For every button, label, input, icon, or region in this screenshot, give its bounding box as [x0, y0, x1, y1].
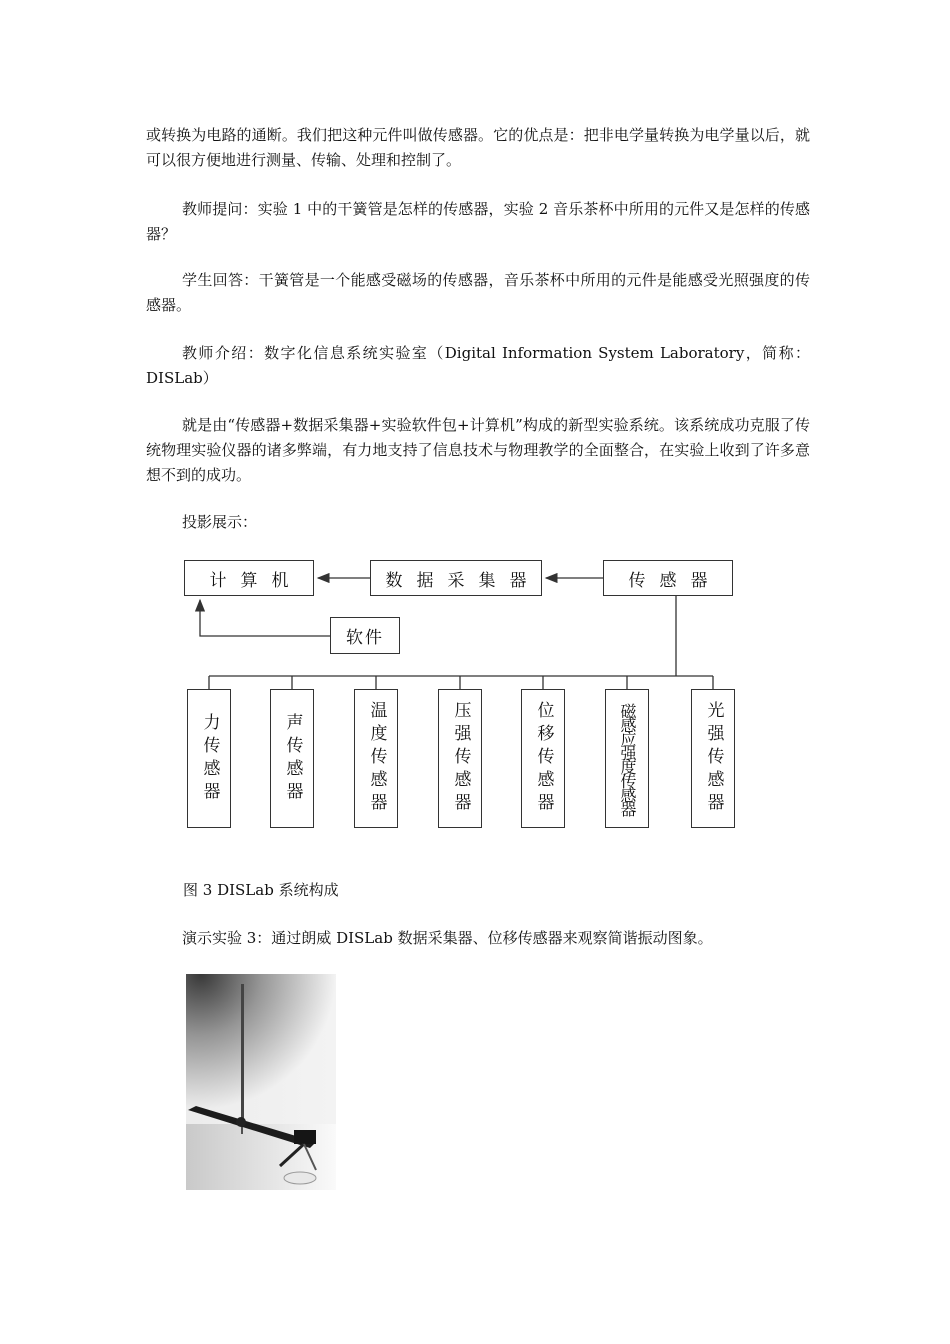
magnetic-sensor-box: 磁感应强度传感器 — [605, 689, 649, 828]
software-box: 软件 — [330, 617, 400, 654]
arrow-software-to-computer — [200, 600, 330, 636]
paragraph-5: 就是由“传感器+数据采集器+实验软件包+计算机”构成的新型实验系统。该系统成功克服了传统物理实验仪器的诸多弊端，有力地支持了信息技术与物理教学的全面整合，在实验上收到了许多意想不到的成功。 — [146, 416, 810, 484]
light-sensor-box: 光强传感器 — [691, 689, 735, 828]
paragraph-2: 教师提问：实验 1 中的干簧管是怎样的传感器，实验 2 音乐茶杯中所用的元件又是怎样的传感器？ — [146, 200, 810, 243]
figure-caption: 图 3 DISLab 系统构成 — [183, 881, 339, 899]
paragraph-1: 或转换为电路的通断。我们把这种元件叫做传感器。它的优点是：把非电学量转换为电学量以后，就可以很方便地进行测量、传输、处理和控制了。 — [146, 126, 810, 169]
temperature-sensor-box: 温度传感器 — [354, 689, 398, 828]
paragraph-4: 教师介绍：数字化信息系统实验室（Digital Information System Laboratory，简称：DISLab） — [146, 344, 810, 387]
paragraph-6: 投影展示： — [182, 513, 258, 531]
collector-box: 数据采集器 — [370, 560, 542, 596]
pressure-sensor-box: 压强传感器 — [438, 689, 482, 828]
sound-sensor-box: 声传感器 — [270, 689, 314, 828]
paragraph-3: 学生回答：干簧管是一个能感受磁场的传感器，音乐茶杯中所用的元件是能感受光照强度的传感器。 — [146, 271, 810, 314]
displacement-sensor-box: 位移传感器 — [521, 689, 565, 828]
apparatus-photo — [186, 974, 336, 1190]
sensor-box: 传感器 — [603, 560, 733, 596]
force-sensor-box: 力传感器 — [187, 689, 231, 828]
paragraph-7: 演示实验 3：通过朗威 DISLab 数据采集器、位移传感器来观察简谐振动图象。 — [182, 929, 713, 947]
computer-box: 计算机 — [184, 560, 314, 596]
